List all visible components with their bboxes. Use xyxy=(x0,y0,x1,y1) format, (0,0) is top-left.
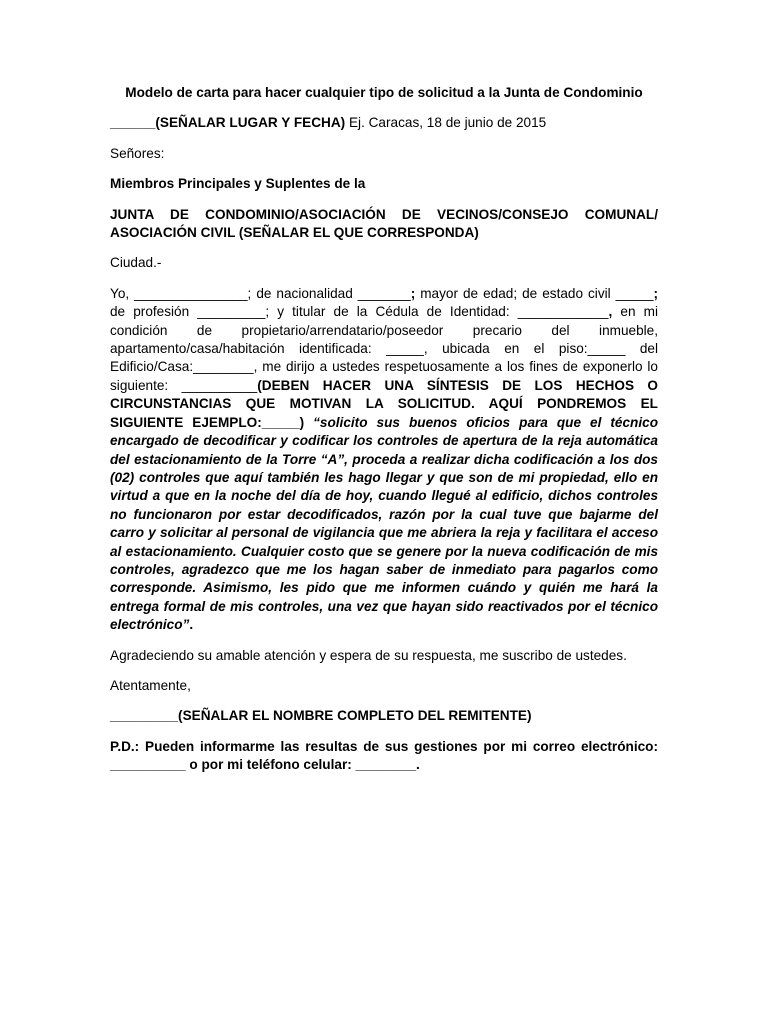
junta-line: JUNTA DE CONDOMINIO/ASOCIACIÓN DE VECINOS/CONSEJO COMUNAL/ ASOCIACIÓN CIVIL (SEÑALAR EL QUE CORRESPONDA) xyxy=(110,206,658,241)
postscript: P.D.: Pueden informarme las resultas de sus gestiones por mi correo electrónico: __________ o por mi teléfono celular: ________. xyxy=(110,738,658,773)
body-end: . xyxy=(189,617,194,633)
place-date-line xyxy=(110,114,658,132)
body-example: “solicito sus buenos oficios para que el técnico encargado de decodificar y codificar los controles de apertura de la reja automática del estacionamiento de la Torre “A”, proceda a realizar dicha codificación a los dos (02) controles que aquí también les hago llegar y que son de mi propiedad, ello en virtud a que en la noche del día de hoy, cuando llegué al edificio, dichos controles no funcionaron por estar decodificados, razón por la cual tuve que bajarme del carro y solicitar al personal de vigilancia que me abriera la reja y facilitara el acceso al estacionamiento. Cualquier costo que se genere por la nueva codificación de mis controles, agradezco que me los hagan saber de inmediato para pagarlos como corresponde. Asimismo, les pido que me informen cuándo y quién me hará la entrega formal de mis controles, una vez que hayan sido reactivados por el técnico electrónico” xyxy=(110,414,658,633)
city-line: Ciudad.- xyxy=(110,255,162,271)
body-intro-2: mayor de edad; de estado civil _____ xyxy=(415,285,654,301)
body-semicolon-2: ; xyxy=(653,285,658,301)
letter-body xyxy=(110,285,658,635)
body-semicolon-1: ; xyxy=(410,285,416,301)
body-instruction: (DEBEN HACER UNA SÍNTESIS DE LOS HECHOS O CIRCUNSTANCIAS QUE MOTIVAN LA SOLICITUD. AQUÍ PONDREMOS EL SIGUIENTE EJEMPLO:_____) xyxy=(110,377,658,430)
body-intro-3: de profesión _________; y titular de la Cédula de Identidad: ____________ xyxy=(110,304,609,320)
signature-line xyxy=(110,707,658,725)
recipients-line: Miembros Principales y Suplentes de la xyxy=(110,176,366,192)
closing-line: Atentamente, xyxy=(110,677,191,693)
signature-blank: _________ xyxy=(110,708,179,724)
body-intro-4: en mi condición de propietario/arrendatario/poseedor precario del inmueble, apartamento/casa/habitación identificada: _____, ubicada en el piso:_____ del Edificio/Casa:________, me dirijo a ustedes respetuosamente a los fines de exponerlo lo siguiente: __________ xyxy=(110,304,658,393)
body-comma: , xyxy=(608,304,613,320)
place-date-instruction: (SEÑALAR LUGAR Y FECHA) xyxy=(155,115,346,131)
place-date-blank: ______ xyxy=(110,115,156,131)
signature-instruction: (SEÑALAR EL NOMBRE COMPLETO DEL REMITENTE) xyxy=(178,708,532,724)
body-intro-1: Yo, _______________; de nacionalidad _______ xyxy=(110,285,411,301)
thanks-line: Agradeciendo su amable atención y espera de su respuesta, me suscribo de ustedes. xyxy=(110,647,627,663)
salutation: Señores: xyxy=(110,145,165,161)
place-date-example: Ej. Caracas, 18 de junio de 2015 xyxy=(345,115,547,131)
document-title: Modelo de carta para hacer cualquier tipo de solicitud a la Junta de Condominio xyxy=(125,85,643,100)
